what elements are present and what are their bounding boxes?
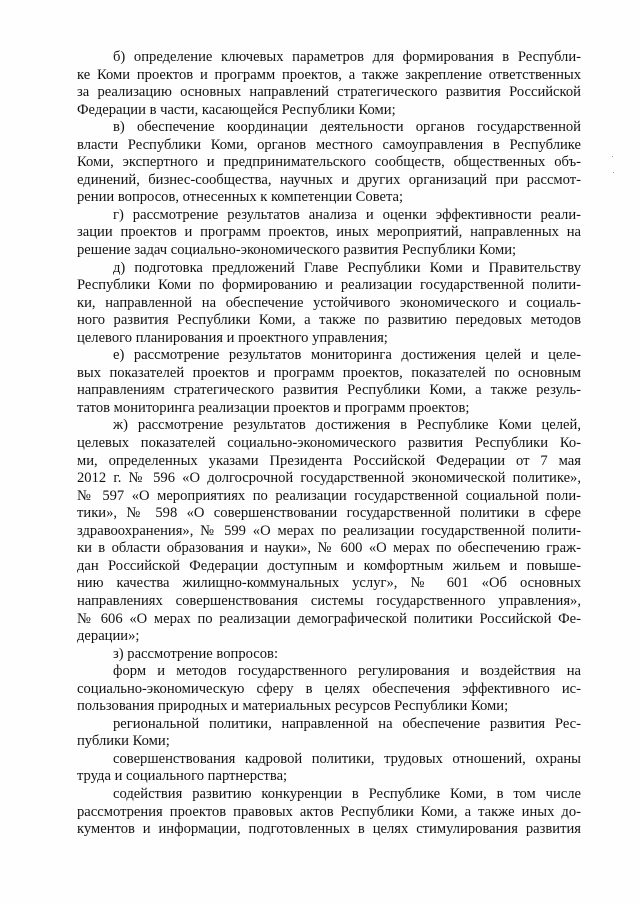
scan-speck [613, 172, 614, 173]
text-line: ного развития Республики Коми, а также по развитию передовых методов [77, 312, 581, 329]
text-line: за реализацию основных направлений стратегического развития Российской [77, 84, 581, 101]
text-line: пользования природных и материальных ресурсов Республики Коми; [77, 698, 509, 715]
text-line: направлениях совершенствования системы государственного управления», [77, 592, 581, 609]
text-line: в) обеспечение координации деятельности органов государственной [113, 119, 581, 136]
text-line: д) подготовка предложений Главе Республики Коми и Правительству [113, 259, 581, 276]
text-line: рении вопросов, отнесенных к компетенции Совета; [77, 189, 404, 206]
text-line: зации проектов и программ проектов, иных мероприятий, направленных на [77, 224, 581, 241]
text-line: нию качества жилищно-коммунальных услуг», № 601 «Об основных [77, 575, 581, 592]
text-line: решение задач социально-экономического развития Республики Коми; [77, 242, 517, 259]
text-line: ж) рассмотрение результатов достижения в Республике Коми целей, [113, 417, 581, 434]
text-line: ми, определенных указами Президента Российской Федерации от 7 мая [77, 452, 581, 469]
text-line: региональной политики, направленной на обеспечение развития Рес- [113, 715, 581, 732]
text-line: целевых показателей социально-экономического развития Республики Ко- [77, 435, 581, 452]
document-body [77, 49, 581, 839]
text-line: совершенствования кадровой политики, трудовых отношений, охраны [113, 750, 581, 767]
text-line: з) рассмотрение вопросов: [113, 645, 278, 662]
text-line: содействия развитию конкуренции в Республике Коми, в том числе [113, 785, 581, 802]
text-line: № 597 «О мероприятиях по реализации государственной социальной поли- [77, 487, 581, 504]
text-line: татов мониторинга реализации проектов и программ проектов; [77, 399, 470, 416]
text-line: е) рассмотрение результатов мониторинга достижения целей и целе- [113, 347, 581, 364]
text-line: власти Республики Коми, органов местного самоуправления в Республике [77, 136, 581, 153]
text-line: направлениям стратегического развития Республики Коми, а также резуль- [77, 382, 581, 399]
text-line: кументов и информации, подготовленных в целях стимулирования развития [77, 821, 581, 838]
text-line: ки, направленной на обеспечение устойчивого экономического и социаль- [77, 294, 581, 311]
text-line: ки в области образования и науки», № 600 «О мерах по обеспечению граж- [77, 540, 581, 557]
text-line: единений, бизнес-сообщества, научных и других организаций при рассмот- [77, 171, 581, 188]
text-line: Республики Коми по формированию и реализации государственной полити- [77, 277, 581, 294]
text-line: рассмотрения проектов правовых актов Республики Коми, а также иных до- [77, 803, 581, 820]
text-line: № 606 «О мерах по реализации демографической политики Российской Фе- [77, 610, 581, 627]
text-line: целевого планирования и проектного управления; [77, 329, 388, 346]
text-line: вых показателей проектов и программ проектов, показателей по основным [77, 364, 581, 381]
text-line: Коми, экспертного и предпринимательского сообществ, общественных объ- [77, 154, 581, 171]
text-line: социально-экономическую сферу в целях обеспечения эффективного ис- [77, 680, 581, 697]
text-line: г) рассмотрение результатов анализа и оценки эффективности реали- [113, 206, 581, 223]
text-line: публики Коми; [77, 733, 170, 750]
text-line: здравоохранения», № 599 «О мерах по реализации государственной полити- [77, 522, 581, 539]
text-line: б) определение ключевых параметров для формирования в Республи- [113, 49, 581, 65]
text-line: дан Российской Федерации доступным и комфортным жильем и повыше- [77, 557, 581, 574]
text-line: форм и методов государственного регулирования и воздействия на [113, 663, 581, 680]
text-line: дерации»; [77, 628, 140, 645]
text-line: труда и социального партнерства; [77, 768, 288, 785]
text-line: ке Коми проектов и программ проектов, а также закрепление ответственных [77, 66, 581, 83]
text-line: Федерации в части, касающейся Республики Коми; [77, 101, 396, 118]
text-line: 2012 г. № 596 «О долгосрочной государственной экономической политике», [77, 470, 581, 487]
text-line: тики», № 598 «О совершенствовании государственной политики в сфере [77, 505, 581, 522]
scan-speck [612, 156, 613, 157]
